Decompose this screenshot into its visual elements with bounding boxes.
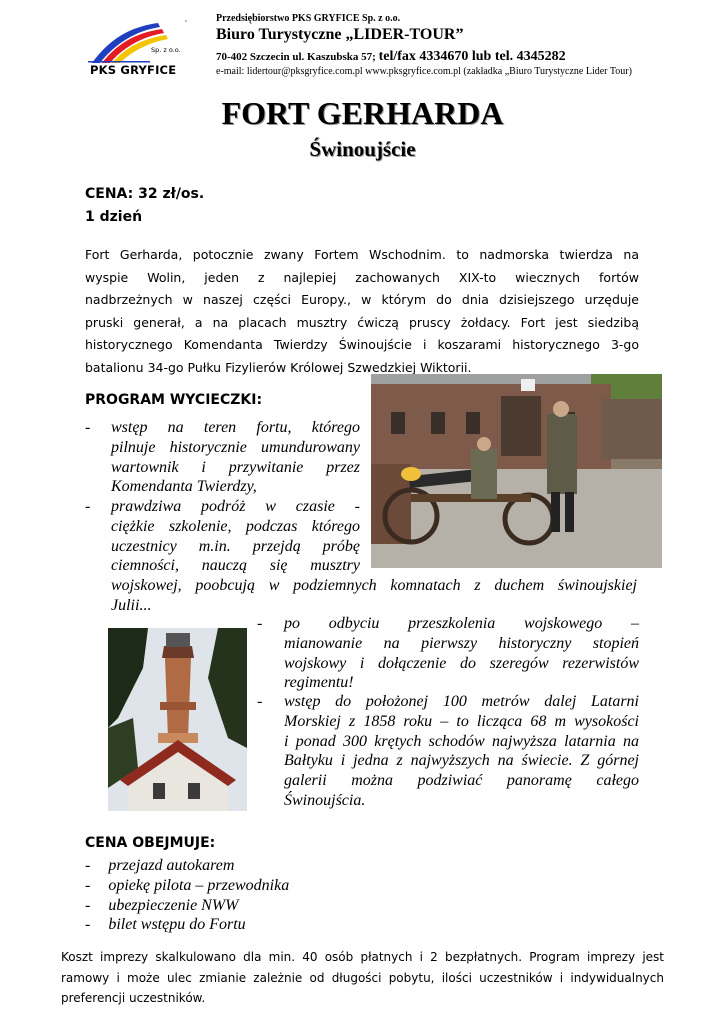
- item-line: regimentu!: [284, 674, 354, 692]
- item-line: Komendanta Twierdzy,: [111, 478, 257, 496]
- bullet-dash: -: [85, 916, 91, 934]
- bullet-dash: -: [257, 693, 263, 710]
- intro-line: Fort Gerharda, potocznie zwany Fortem Wschodnim. to nadmorska twierdza na: [85, 247, 639, 262]
- item-line: wstęp na teren fortu, którego: [111, 419, 360, 436]
- page-title: FORT GERHARDA: [221, 95, 504, 131]
- bullet-dash: -: [257, 615, 263, 632]
- program-heading: PROGRAM WYCIECZKI:: [85, 392, 263, 408]
- logo-subtitle: Sp. z o.o.: [151, 46, 181, 54]
- bullet-dash: -: [85, 498, 91, 515]
- item-line: ciężkie szkolenie, podczas którego: [111, 517, 360, 535]
- item-line: prawdziwa podróż w czasie -: [111, 498, 360, 515]
- intro-line: pruski generał, a na placach musztry ćwiczą pruscy żołdacy. Fort jest siedzibą: [85, 314, 639, 330]
- intro-line: nadbrzeżnych w naszej części Europy., w którym do dnia dzisiejszego urzęduje: [85, 292, 639, 307]
- item-line: mianowanie na pierwszy historyczny stopień: [284, 634, 639, 652]
- item-line: Julii...: [111, 596, 152, 614]
- email-line: e-mail: lidertour@pksgryfice.com.pl www.pksgryfice.com.pl (zakładka „Biuro Turystyczne Lider Tour): [216, 66, 632, 77]
- item-line: Morskiej z 1858 roku – to licząca 68 m wysokości: [284, 712, 639, 730]
- program-item-1: [85, 418, 360, 497]
- intro-paragraph: [85, 244, 639, 379]
- item-line: ciemności, nauczą się musztry: [111, 557, 360, 575]
- logo-text: PKS GRYFICE: [90, 63, 177, 77]
- included-item: bilet wstępu do Fortu: [108, 916, 246, 934]
- list-item: [85, 915, 485, 935]
- item-line: uczestnicy m.in. przejdą próbę: [111, 537, 360, 555]
- item-line: po odbyciu przeszkolenia wojskowego –: [284, 615, 639, 632]
- item-line: wstęp do położonej 100 metrów dalej Latarni: [284, 693, 639, 710]
- item-line: wojskowej, poobcują w podziemnych komnatach z duchem świnoujskiej: [111, 577, 637, 595]
- program-item-3: [257, 614, 639, 693]
- included-heading: CENA OBEJMUJE:: [85, 835, 216, 851]
- lighthouse-photo: [108, 628, 247, 811]
- item-line: Bałtyku i jedna z najwyższych na świecie. Z górnej: [284, 752, 639, 770]
- included-item: opiekę pilota – przewodnika: [108, 876, 290, 894]
- page-subtitle: Świnoujście: [309, 137, 416, 161]
- contact-address: [216, 49, 566, 65]
- item-line: i ponad 300 krętych schodów najwyższa latarnia na: [284, 732, 639, 750]
- item-line: Świnoujścia.: [284, 791, 366, 809]
- bullet-dash: -: [85, 876, 91, 894]
- intro-line: batalionu 34-go Pułku Fizylierów Królowej Szwedzkiej Wiktorii.: [85, 359, 472, 375]
- bureau-name: Biuro Turystyczne „LIDER-TOUR”: [216, 26, 464, 43]
- included-item: przejazd autokarem: [108, 857, 235, 874]
- footer-note: [61, 947, 664, 1009]
- bullet-dash: -: [85, 419, 91, 436]
- item-line: wartownik i przywitanie przez: [111, 458, 360, 476]
- footer-line: ramowy i może ulec zmianie zależnie od długości pobytu, ilości uczestników i indywidualnych: [61, 970, 664, 985]
- bullet-dash: -: [85, 857, 91, 874]
- duration-label: 1 dzień: [85, 209, 143, 225]
- company-name: Przedsiębiorstwo PKS GRYFICE Sp. z o.o.: [216, 13, 401, 24]
- bullet-dash: -: [85, 896, 91, 914]
- price-label: CENA: 32 zł/os.: [85, 186, 205, 202]
- phone-text: tel/fax 4334670 lub tel. 4345282: [378, 49, 566, 64]
- footer-line: Koszt imprezy skalkulowano dla min. 40 osób płatnych i 2 bezpłatnych. Program imprezy jest: [61, 950, 664, 964]
- footer-line: preferencji uczestników.: [61, 991, 206, 1005]
- program-item-4: [257, 692, 639, 811]
- program-item-2: [85, 497, 637, 616]
- intro-line: historycznego Komendanta Twierdzy Świnoujście i koszarami historycznego 3-go: [85, 337, 639, 352]
- item-line: pilnuje historycznie umundurowany: [111, 438, 360, 456]
- intro-line: wyspie Wolin, jeden z najlepiej zachowanych XIX-to wiecznych fortów: [85, 269, 639, 285]
- list-item: [85, 876, 485, 896]
- included-item: ubezpieczenie NWW: [108, 896, 239, 914]
- address-text: 70-402 Szczecin ul. Kaszubska 57;: [216, 51, 376, 63]
- list-item: [85, 856, 485, 876]
- item-line: galerii można podziwiać panoramę całego: [284, 772, 639, 790]
- included-list: [85, 856, 485, 935]
- item-line: wojskowy i dołączenie do szeregów rezerwistów: [284, 654, 639, 672]
- list-item: [85, 896, 485, 916]
